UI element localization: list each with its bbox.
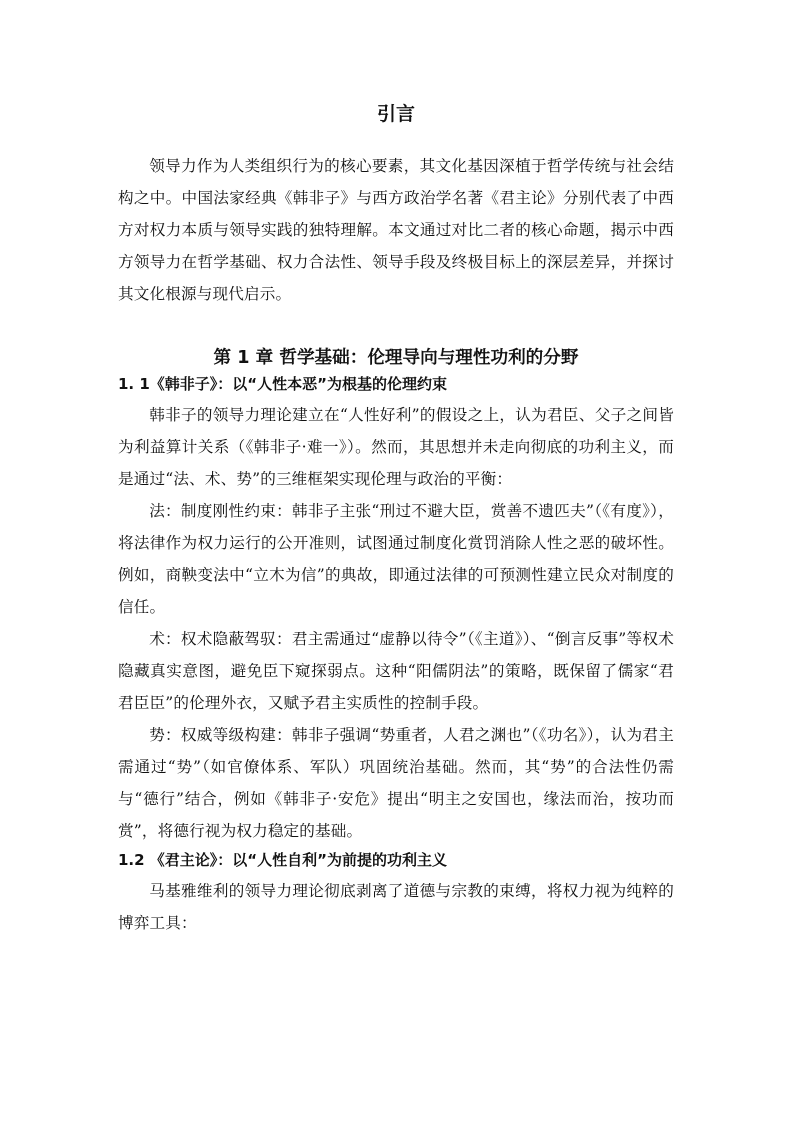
section-1-1-shu-paragraph: 术：权术隐蔽驾驭：君主需通过“虚静以待令”（《主道》）、“倒言反事”等权术隐藏真实意图，避免臣下窥探弱点。这种“阳儒阴法”的策略，既保留了儒家“君君臣臣”的伦理外衣，又赋予君主实质性的控制手段。 (118, 630, 674, 712)
intro-title: 引言 (376, 103, 415, 125)
section-1-2-paragraph: 马基雅维利的领导力理论彻底剥离了道德与宗教的束缚，将权力视为纯粹的博弈工具： (118, 882, 674, 932)
section-1-2-body (118, 875, 674, 939)
section-1-1-fa-paragraph: 法：制度刚性约束：韩非子主张“刑过不避大臣，赏善不遗匹夫”（《有度》），将法律作为权力运行的公开准则，试图通过制度化赏罚消除人性之恶的破坏性。例如，商鞅变法中“立木为信”的典故，即通过法律的可预测性建立民众对制度的信任。 (118, 502, 674, 616)
intro-paragraph: 领导力作为人类组织行为的核心要素，其文化基因深植于哲学传统与社会结构之中。中国法家经典《韩非子》与西方政治学名著《君主论》分别代表了中西方对权力本质与领导实践的独特理解。本文通过对比二者的核心命题，揭示中西方领导力在哲学基础、权力合法性、领导手段及终极目标上的深层差异，并探讨其文化根源与现代启示。 (118, 157, 674, 303)
chapter-1-heading: 第 1 章 哲学基础：伦理导向与理性功利的分野 (213, 348, 579, 368)
section-1-2-heading: 1.2 《君主论》：以“人性自利”为前提的功利主义 (118, 851, 448, 869)
section-1-1-shi-paragraph: 势：权威等级构建：韩非子强调“势重者，人君之渊也”（《功名》），认为君主需通过“势”（如官僚体系、军队）巩固统治基础。然而，其“势”的合法性仍需与“德行”结合，例如《韩非子·安危》提出“明主之安国也，缘法而治，按功而赏”，将德行视为权力稳定的基础。 (118, 726, 674, 840)
section-1-1-body (118, 399, 674, 847)
section-1-1-paragraph: 韩非子的领导力理论建立在“人性好利”的假设之上，认为君臣、父子之间皆为利益算计关系（《韩非子·难一》）。然而，其思想并未走向彻底的功利主义，而是通过“法、术、势”的三维框架实现伦理与政治的平衡： (118, 406, 674, 488)
intro-section (118, 150, 674, 310)
section-1-1-heading: 1. 1《韩非子》：以“人性本恶”为根基的伦理约束 (118, 375, 448, 393)
document-content (118, 100, 674, 939)
